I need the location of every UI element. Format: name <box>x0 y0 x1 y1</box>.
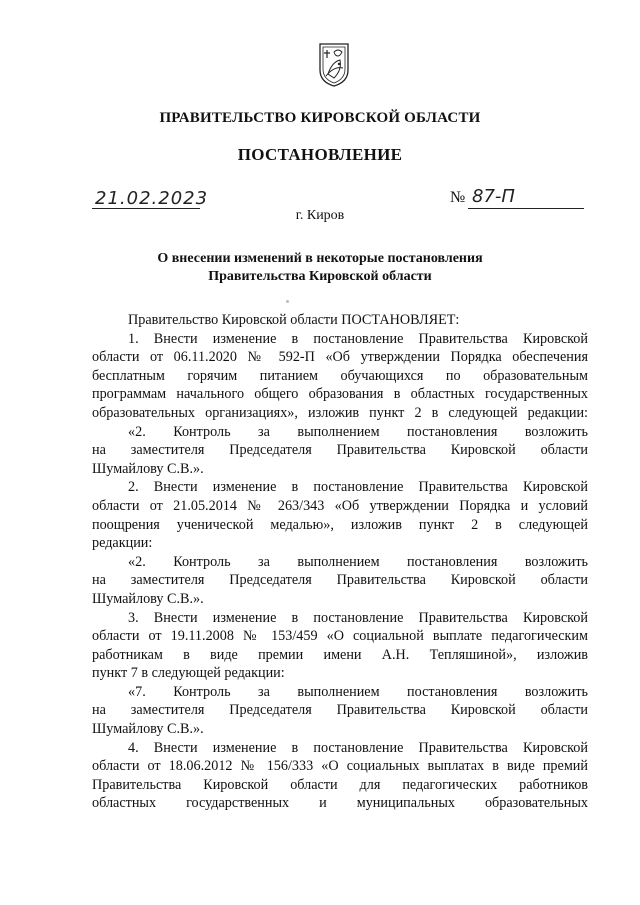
body-text-line: на заместителя Председателя Правительства Кировской области <box>92 442 588 459</box>
body-text-line: области от 21.05.2014 № 263/343 «Об утверждении Порядка и условий <box>92 497 588 514</box>
subject-line: Правительства Кировской области <box>208 269 432 284</box>
body-text-line: Правительство Кировской области ПОСТАНОВЛЯЕТ: <box>128 312 460 328</box>
body-text-line: пункт 7 в следующей редакции: <box>92 665 285 682</box>
body-text-line: программам начального общего образования в областных государственных <box>92 386 588 403</box>
body-text-line: на заместителя Председателя Правительства Кировской области <box>92 702 588 719</box>
body-text-line: области от 18.06.2012 № 156/333 «О социальных выплатах в виде премий <box>92 758 588 775</box>
body-text-line: 1. Внести изменение в постановление Правительства Кировской <box>128 330 588 347</box>
subject-line: О внесении изменений в некоторые постановления <box>157 251 483 266</box>
body-text-line: 3. Внести изменение в постановление Правительства Кировской <box>128 609 588 626</box>
body-text-line: поощрения ученической медалью», изложив пункт 2 в следующей <box>92 516 588 533</box>
body-text-line: образовательных организациях», изложив пункт 2 в следующей редакции: <box>92 404 588 421</box>
body-text-line: «2. Контроль за выполнением постановления возложить <box>128 423 588 440</box>
body-text-line: области от 19.11.2008 № 153/459 «О социальной выплате педагогическим <box>92 628 588 645</box>
body-text-line: 4. Внести изменение в постановление Правительства Кировской <box>128 739 588 756</box>
body-text-line: Шумайлову С.В.». <box>92 590 204 607</box>
body-text-line: области от 06.11.2020 № 592-П «Об утверждении Порядка обеспечения <box>92 349 588 366</box>
document-date: 21.02.2023 <box>95 188 209 209</box>
body-text-line: работникам в виде премии имени А.Н. Тепляшиной», изложив <box>92 646 588 663</box>
body-text-line: «7. Контроль за выполнением постановления возложить <box>128 683 588 700</box>
body-text-line: Шумайлову С.В.». <box>92 460 204 477</box>
government-title: ПРАВИТЕЛЬСТВО КИРОВСКОЙ ОБЛАСТИ <box>159 110 481 126</box>
body-text-line: областных государственных и муниципальных образовательных <box>92 795 588 812</box>
coat-of-arms-emblem <box>318 40 350 88</box>
body-text-line: редакции: <box>92 535 153 552</box>
body-text-line: Шумайлову С.В.». <box>92 721 204 738</box>
number-label: № <box>450 189 466 206</box>
scan-speck <box>286 300 289 303</box>
body-text-line: 2. Внести изменение в постановление Правительства Кировской <box>128 479 588 496</box>
document-type: ПОСТАНОВЛЕНИЕ <box>237 145 403 164</box>
document-number: 87-П <box>472 186 515 207</box>
city: г. Киров <box>295 208 345 223</box>
body-text-line: «2. Контроль за выполнением постановления возложить <box>128 553 588 570</box>
body-text-line: на заместителя Председателя Правительства Кировской области <box>92 572 588 589</box>
document-subject <box>0 250 640 286</box>
body-text-line: Правительства Кировской области для педагогических работников <box>92 776 588 793</box>
body-text-line: бесплатным горячим питанием обучающихся по образовательным <box>92 367 588 384</box>
document-body <box>92 311 588 813</box>
